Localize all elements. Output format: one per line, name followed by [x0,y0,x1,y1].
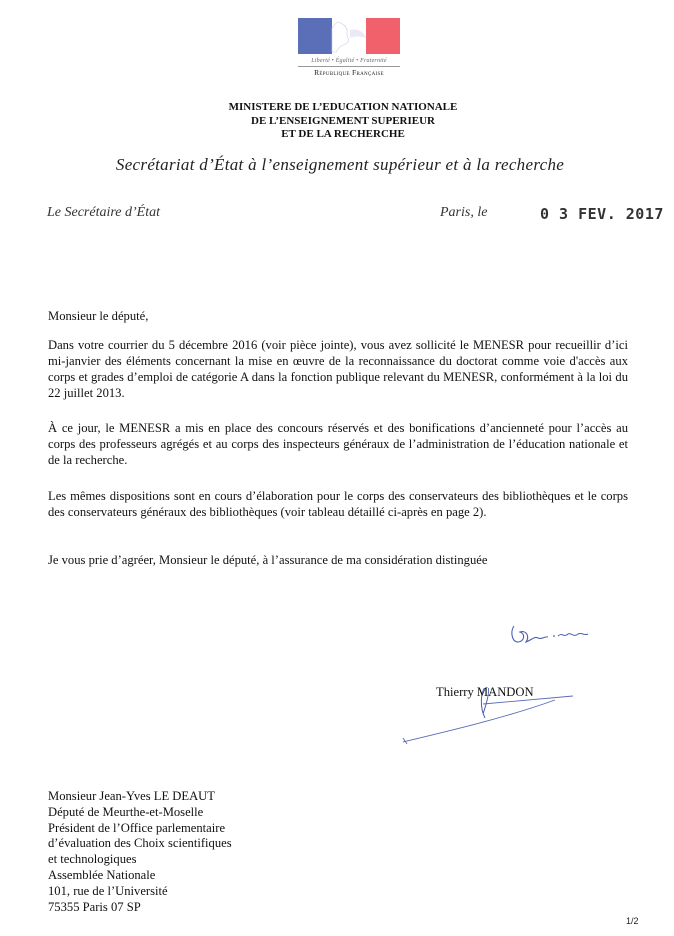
paragraph: À ce jour, le MENESR a mis en place des concours réservés et des bonifications d’ancienneté pour l’accès au corps des professeurs agrégés et au corps des inspecteurs généraux de l’administration de l’éducation nationale et de la recherche. [48,421,628,467]
address-line: Monsieur Jean-Yves LE DEAUT [48,789,215,803]
sender-title: Le Secrétaire d’État [47,205,161,220]
paragraph: Dans votre courrier du 5 décembre 2016 (voir pièce jointe), vous avez sollicité le MENESR pour recueillir d’ici mi-janvier des éléments concernant la mise en œuvre de la reconnaissance du doctorat comme voie d'accès aux corps et grades d’emploi de catégorie A dans la fonction publique relevant du MENESR, conformément à la loi du 22 juillet 2013. [48,338,628,400]
ministry-line: ET DE LA RECHERCHE [281,128,405,140]
marianne-profile-icon [298,18,400,54]
address-line: d’évaluation des Choix scientifiques [48,836,232,851]
signer-name: Thierry MANDON [436,685,534,699]
recipient-address [48,789,232,915]
salutation: Monsieur le député, [48,309,149,323]
tricolor-flag [298,18,400,54]
address-line: Député de Meurthe-et-Moselle [48,804,204,819]
address-line: Président de l’Office parlementaire [48,820,226,835]
secretariat-title: Secrétariat d’État à l’enseignement supérieur et à la recherche [115,155,565,174]
closing-paragraph: Je vous prie d’agréer, Monsieur le député, à l’assurance de ma considération distinguée [48,553,488,567]
ministry-heading [150,101,536,142]
address-line: 101, rue de l’Université [48,883,168,898]
address-line: 75355 Paris 07 SP [48,899,141,914]
paragraph: Les mêmes dispositions sont en cours d’élaboration pour le corps des conservateurs des bibliothèques et le corps des conservateurs généraux des bibliothèques (voir tableau détaillé ci-après en page 2). [48,489,628,519]
address-line: Assemblée Nationale [48,867,156,882]
letter-date-stamp: 0 3 FEV. 2017 [540,205,664,223]
ministry-line: MINISTERE DE L’EDUCATION NATIONALE [228,101,458,113]
republic-motto: Liberté • Égalité • Fraternité [311,58,387,64]
letter-place: Paris, le [440,205,488,220]
page-number: 1/2 [626,916,639,926]
handwritten-signature [504,618,614,658]
marianne-logo [298,18,400,77]
address-line: et technologiques [48,852,137,867]
ministry-line: DE L’ENSEIGNEMENT SUPERIEUR [251,114,435,127]
republic-name: République Française [298,66,400,77]
